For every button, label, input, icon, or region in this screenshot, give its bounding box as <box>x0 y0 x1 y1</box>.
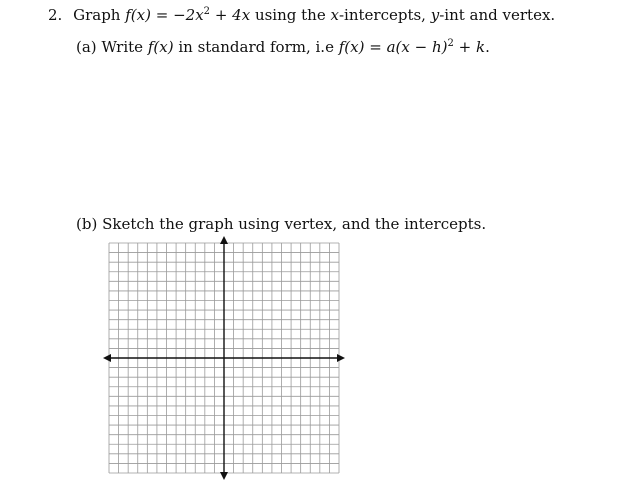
part-a-text-2: in standard form, i.e <box>178 38 334 56</box>
y-axis-arrow-down <box>220 472 228 480</box>
quadratic-exponent: 2 <box>203 6 211 17</box>
part-a-text-1: Write <box>101 38 144 56</box>
x-axis-arrow-right <box>337 354 345 362</box>
vertex-form-exponent: 2 <box>447 38 454 49</box>
part-b-label: (b) <box>76 215 98 233</box>
y-axis-arrow-up <box>220 236 228 244</box>
quadratic-term: −2x <box>173 6 204 24</box>
vertex-form-tail: + k <box>458 38 486 56</box>
part-a-period: . <box>485 38 490 56</box>
vertex-form: a(x − h) <box>386 38 448 56</box>
equals-sign: = <box>155 6 169 24</box>
part-a-equals: = <box>369 38 382 56</box>
linear-term: + 4x <box>214 6 251 24</box>
part-a-label: (a) <box>76 38 97 56</box>
instruction-text-1: using the <box>254 6 326 24</box>
problem-number: 2. <box>48 6 63 24</box>
y-variable: y <box>430 6 440 24</box>
part-b-text: Sketch the graph using vertex, and the intercepts. <box>102 215 487 233</box>
instruction-text-3: -int and vertex. <box>439 6 556 24</box>
part-a-function-2: f(x) <box>338 38 365 56</box>
instruction-text-2: -intercepts, <box>338 6 426 24</box>
problem-intro: Graph <box>73 6 121 24</box>
x-variable: x <box>330 6 339 24</box>
x-axis-arrow-left <box>103 354 111 362</box>
part-a-function: f(x) <box>147 38 174 56</box>
function-notation: f(x) <box>125 6 151 24</box>
